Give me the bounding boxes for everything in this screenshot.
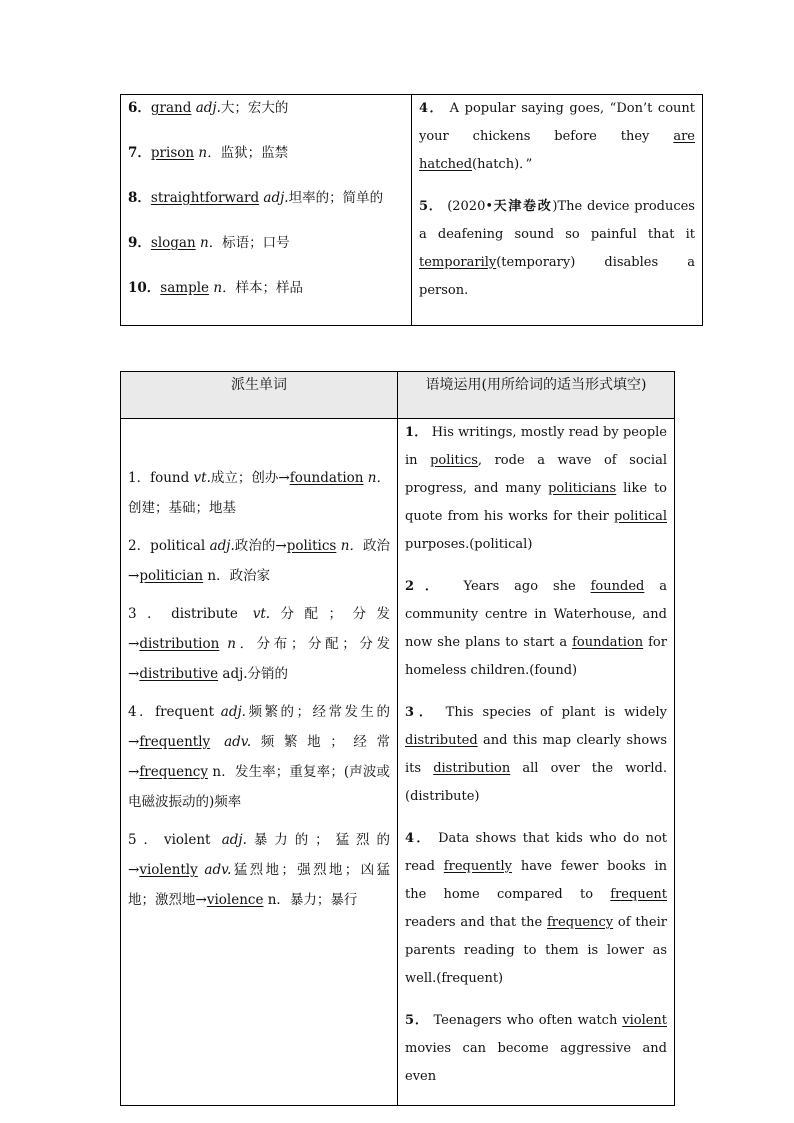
part-of-speech: adj. [195, 100, 221, 116]
derivative-item [128, 531, 390, 591]
sentence-text: This species of plant is widely [436, 705, 667, 720]
item-text: 暴力的；猛烈的→ [128, 832, 390, 878]
sentence-text: purposes.(political) [405, 537, 533, 552]
example-sentence [419, 193, 695, 305]
meaning: 大；宏大的 [220, 100, 289, 116]
answer-word: violence [206, 892, 264, 908]
derivative-item [128, 463, 390, 523]
answer-word: frequently [139, 734, 211, 750]
item-text: 分布；分配；分发→ [128, 636, 391, 682]
item-text: n．政治家 [207, 568, 271, 584]
item-number: 2． [128, 538, 151, 554]
item-text: political [150, 538, 210, 554]
answer-word: straightforward [150, 190, 260, 206]
item-number: 5． [405, 1013, 429, 1028]
sentence-text: a community centre in Waterhouse, and now she plans to start a [405, 579, 668, 650]
answer-word: politician [139, 568, 204, 584]
item-text: found [150, 470, 194, 486]
derivatives-cell [121, 419, 398, 1106]
part-of-speech: n． [340, 538, 363, 554]
derivative-item [128, 697, 390, 817]
vocab-item [128, 97, 404, 142]
item-text: 猛烈地；强烈地；凶猛地；激烈地→ [128, 862, 391, 908]
item-text: 频繁地；经常→ [128, 734, 391, 780]
example-sentence [419, 95, 695, 179]
answer-word: politics [430, 453, 478, 468]
answer-word: frequency [139, 764, 208, 780]
sentence-text: Years ago she [448, 579, 591, 594]
meaning: 监狱；监禁 [220, 145, 289, 161]
answer-word: frequent [610, 887, 667, 902]
part-of-speech: n． [227, 636, 257, 652]
answer-word: are hatched [419, 129, 695, 172]
context-cell [398, 419, 675, 1106]
item-text: violent [163, 832, 222, 848]
context-sentence [405, 573, 667, 685]
derivative-item [128, 599, 390, 689]
meaning: 样本；样品 [235, 280, 304, 296]
header-context: 语境运用(用所给词的适当形式填空) [398, 372, 675, 419]
vocab-table [120, 94, 703, 326]
item-number: 4． [128, 704, 156, 720]
answer-word: violent [622, 1013, 668, 1028]
item-text: n．暴力；暴行 [267, 892, 358, 908]
context-sentence [405, 699, 667, 811]
context-sentence [405, 1007, 667, 1091]
sentence-text: , rode a wave of social progress, and many [405, 453, 668, 496]
part-of-speech: n． [199, 235, 223, 251]
answer-word: distributed [405, 733, 478, 748]
part-of-speech: n． [367, 470, 390, 486]
answer-word: frequency [547, 915, 614, 930]
derivative-item [128, 825, 390, 915]
item-text: n．发生率；重复率；(声波或电磁波振动的)频率 [128, 764, 390, 810]
answer-word: foundation [572, 635, 644, 650]
item-number: 7． [128, 145, 151, 161]
answer-word: prison [150, 145, 195, 161]
answer-word: distribution [139, 636, 220, 652]
sentence-text: of their parents reading to them is lower as well.(frequent) [405, 915, 667, 986]
answer-word: grand [150, 100, 192, 116]
item-text: adj.分销的 [222, 666, 289, 682]
answer-word: founded [590, 579, 645, 594]
item-text: 政治的→ [234, 538, 287, 554]
part-of-speech: n． [213, 280, 236, 296]
item-number: 3． [405, 705, 437, 720]
item-number: 8． [128, 190, 151, 206]
meaning: 坦率的；简单的 [288, 190, 384, 206]
sentence-text: and this map clearly shows its [405, 733, 667, 776]
part-of-speech: adj. [209, 538, 235, 554]
part-of-speech: adj. [263, 190, 289, 206]
item-text: frequent [155, 704, 221, 720]
vocab-list-cell [121, 95, 412, 326]
vocab-item [128, 232, 404, 277]
item-text: distribute [171, 606, 253, 622]
item-text: 分配；分发→ [128, 606, 390, 652]
answer-word: politicians [548, 481, 617, 496]
context-sentence [405, 419, 667, 559]
sentence-text: readers and that the [405, 915, 547, 930]
item-number: 5． [419, 199, 443, 214]
item-number: 4． [419, 101, 445, 116]
answer-word: violently [139, 862, 198, 878]
item-number: 6． [128, 100, 151, 116]
answer-word: temporarily [419, 255, 497, 270]
sentence-text: (hatch)．” [472, 157, 533, 172]
item-text: 成立；创办→ [210, 470, 290, 486]
part-of-speech: n． [198, 145, 221, 161]
sentence-text: movies can become aggressive and even [405, 1041, 667, 1084]
item-text: 频繁的；经常发生的→ [128, 704, 391, 750]
item-number: 1． [128, 470, 151, 486]
vocab-item [128, 187, 404, 232]
answer-word: slogan [150, 235, 196, 251]
sentence-text: for homeless children.(found) [405, 635, 667, 678]
derivatives-table [120, 371, 675, 1106]
sentence-text: like to quote from his works for their [405, 481, 667, 524]
sentence-text: have fewer books in the home compared to [405, 859, 667, 902]
answer-word: foundation [289, 470, 364, 486]
answer-word: sample [160, 280, 210, 296]
exam-source: 天津卷改 [493, 199, 553, 214]
item-text: 创建；基础；地基 [128, 500, 236, 516]
sentence-text: Teenagers who often watch [428, 1013, 623, 1028]
answer-word: distributive [139, 666, 219, 682]
vocab-item [128, 142, 404, 187]
item-number: 9． [128, 235, 151, 251]
sentence-text: (temporary) disables a person. [419, 255, 695, 298]
sentence-text: all over the world.(distribute) [405, 761, 668, 804]
sentence-text: (2020• [442, 199, 494, 214]
item-number: 1． [405, 425, 428, 440]
part-of-speech: adj. [220, 704, 246, 720]
item-number: 5． [128, 832, 164, 848]
vocab-examples-cell [412, 95, 703, 326]
part-of-speech: adv. [204, 862, 232, 878]
part-of-speech: adv. [224, 734, 252, 750]
answer-word: politics [286, 538, 337, 554]
sentence-text: Data shows that kids who do not read [405, 831, 668, 874]
header-derivatives: 派生单词 [121, 372, 398, 419]
answer-word: distribution [433, 761, 511, 776]
part-of-speech: vt. [252, 606, 271, 622]
item-number: 4． [405, 831, 432, 846]
item-number: 2． [405, 579, 449, 594]
part-of-speech: adj. [221, 832, 247, 848]
sentence-text: )The device produces a deafening sound so painful that it [419, 199, 695, 242]
part-of-speech: vt. [193, 470, 211, 486]
sentence-text: A popular saying goes, “Don’t count your chickens before they [419, 101, 695, 144]
item-number: 10． [128, 280, 161, 296]
context-sentence [405, 825, 667, 993]
item-number: 3． [128, 606, 172, 622]
vocab-item [128, 277, 404, 322]
sentence-text: His writings, mostly read by people in [405, 425, 668, 468]
answer-word: political [613, 509, 667, 524]
item-text: 政治→ [128, 538, 391, 584]
answer-word: frequently [443, 859, 513, 874]
meaning: 标语；口号 [222, 235, 290, 251]
